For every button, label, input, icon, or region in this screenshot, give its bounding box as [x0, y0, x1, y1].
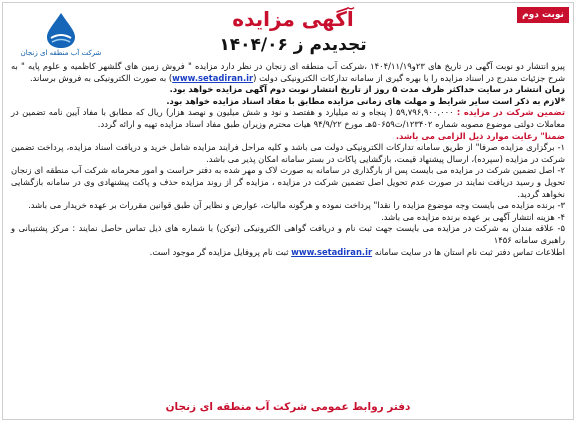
- public-relations-signature: دفتر روابط عمومی شرکت آب منطقه ای زنجان: [165, 401, 411, 413]
- intro-text-end: ) به صورت الکترونیکی به فروش برساند.: [29, 72, 173, 83]
- list-item: ۵- علاقه مندان به شرکت در مزایده می بایست جهت ثبت نام و دریافت گواهی الکترونیکی (توکن) با شماره های ذیل تماس حاصل نمایند : مرکز پشتیبانی و راهبری سامانه ۱۴۵۶: [11, 223, 565, 245]
- conditions-paragraph: *لازم به ذکر است سایر شرایط و مهلت های زمانی مزایده مطابق با مفاد اسناد مزایده خواهد بود.: [166, 95, 565, 106]
- notice-title: آگهی مزایده: [232, 7, 354, 31]
- guarantee-label: تضمین شرکت در مزایده :: [456, 107, 565, 118]
- notice-body: [11, 61, 565, 258]
- contact-paragraph: [11, 247, 565, 259]
- list-item: ۲- اصل تضمین شرکت در مزایده می بایست پس از بارگذاری در سامانه به صورت لاک و مهر شده به دفتر حراست و امور محرمانه شرکت آب منطقه ای زنجان تحویل و رسید دریافت نمایند در صورت عدم تحویل اصل تضمین شرکت در مزایده ، مزایده گر از روند مزایده حذف و پاکت پیشنهادی وی در سامانه بازگشایی نخواهد گردید.: [11, 165, 565, 199]
- contact-text: اطلاعات تماس دفتر ثبت نام استان ها در سایت سامانه: [372, 246, 565, 257]
- guarantee-paragraph: [11, 107, 565, 130]
- list-item: ۱- برگزاری مزایده صرفا" از طریق سامانه تدارکات الکترونیکی دولت می باشد و کلیه مراحل فرایند مزایده شامل خرید و دریافت اسناد مزایده، پرداخت تضمین شرکت در مزایده (سپرده)، ارسال پیشنهاد قیمت، بازگشایی پاکات در بستر سامانه امکان پذیر می باشد.: [11, 142, 565, 164]
- intro-paragraph: [11, 61, 565, 84]
- publish-time-paragraph: زمان انتشار در سایت حداکثر ظرف مدت ۵ روز از تاریخ انتشار نوبت دوم آگهی مزایده خواهد بود.: [169, 84, 565, 95]
- water-drop-icon: [39, 11, 83, 49]
- list-item: ۴- هزینه انتشار آگهی بر عهده برنده مزایده می باشد.: [381, 211, 565, 222]
- second-publication-ribbon: نوبت دوم: [517, 7, 569, 23]
- guarantee-text: ۵۹,۷۹۶,۹۰۰,۰۰۰ ( پنجاه و نه میلیارد و هفتصد و نود و شش میلیون و نهصد هزار) ریال که مطابق با مفاد آیین نامه تضمین در معاملات دولتی موضوع مصوبه شماره ۱۲۳۴۰۲/ت۵۰۶۵۹هـ مورخ ۹۴/۹/۲۲ هیات محترم وزیران طبق مفاد اسناد مزایده تهیه و ارائه گردد.: [11, 107, 565, 129]
- list-item: ۳- برنده مزایده می بایست وجه موضوع مزایده را نقدا" پرداخت نموده و هرگونه مالیات، عوارض و نظایر آن طبق قوانین مقررات بر عهده خریدار می باشد.: [28, 200, 565, 211]
- company-logo-text: شرکت آب منطقه ای زنجان: [20, 49, 102, 57]
- notice-heading: ضمنا" رعایت موارد ذیل الزامی می باشد.: [395, 130, 565, 141]
- contact-text-end: ثبت نام پروفایل مزایده گر موجود است.: [149, 246, 292, 257]
- intro-text: پیرو انتشار دو نوبت آگهی در تاریخ های ۲۳و۱۴۰۴/۱۱/۱۹ ،شرکت آب منطقه ای زنجان در نظر دارد مزایده " فروش زمین های گلشهر کاظمیه و علوم پایه " به شرح جزئیات مندرج در اسناد مزایده را با بهره گیری از سامانه تدارکات الکترونیکی دولت (: [11, 61, 565, 83]
- setadiran-link[interactable]: www.setadiran.ir: [172, 72, 254, 83]
- auction-notice: [2, 2, 574, 420]
- renewal-date: تجدیدم ز ۱۴۰۴/۰۶: [219, 35, 367, 55]
- setadiran-link-2[interactable]: www.setadiran.ir: [291, 246, 373, 257]
